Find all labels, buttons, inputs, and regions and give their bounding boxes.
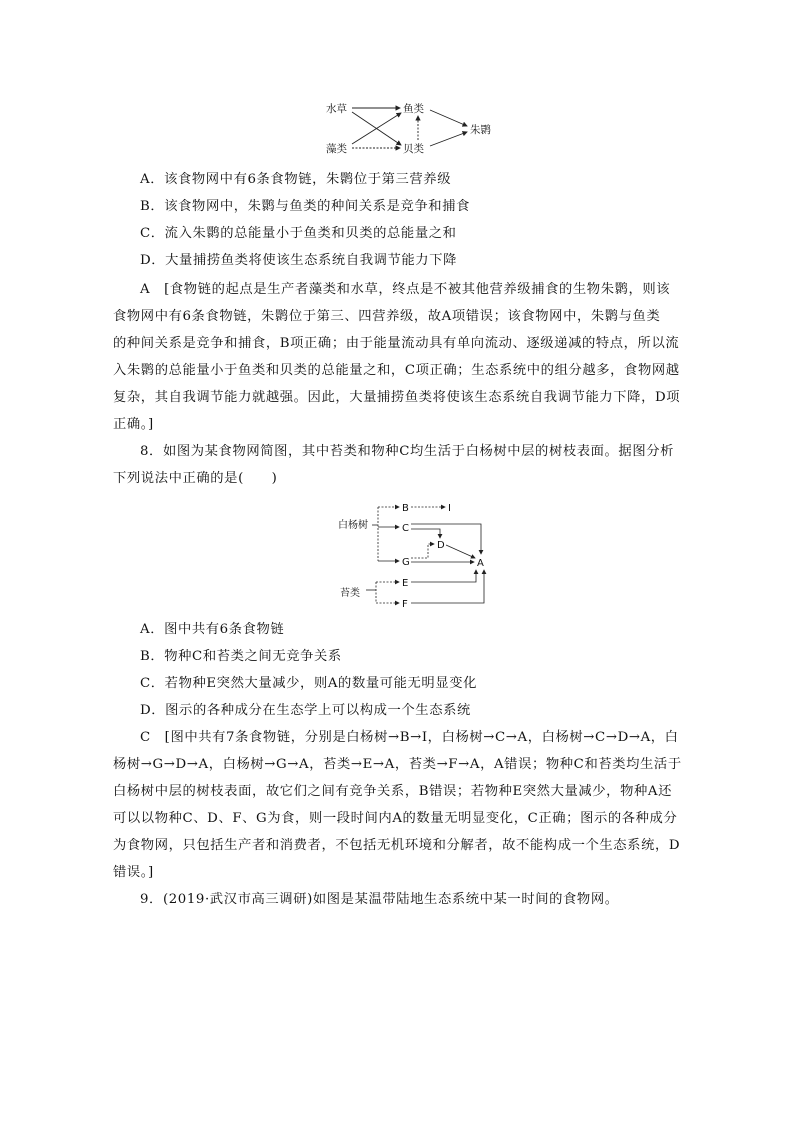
q7-answer-line: A [食物链的起点是生产者藻类和水草，终点是不被其他营养级捕食的生物朱鹮，则该 — [140, 282, 671, 297]
node-yulei: 鱼类 — [403, 103, 424, 115]
q7-option-b: B．该食物网中，朱鹮与鱼类的种间关系是竞争和捕食 — [140, 199, 470, 214]
node-zaolei: 藻类 — [326, 143, 347, 155]
arrow-G-D — [411, 544, 434, 558]
q8-answer-line: 白杨树中层的树枝表面，故它们之间有竞争关系，B错误；若物种E突然大量减少，物种A还 — [113, 784, 672, 799]
q8-answer-line: 可以以物种C、D、F、G为食，则一段时间内A的数量无明显变化，C正确；图示的各种成分 — [113, 811, 678, 826]
q7-answer-line: 入朱鹮的总能量小于鱼类和贝类的总能量之和，C项正确；生态系统中的组分越多，食物网越 — [113, 363, 680, 378]
node-shuicao: 水草 — [326, 103, 347, 115]
q8-option-d: D．图示的各种成分在生态学上可以构成一个生态系统 — [140, 703, 471, 718]
q7-option-c: C．流入朱鹮的总能量小于鱼类和贝类的总能量之和 — [140, 226, 457, 241]
q8-option-a: A．图中共有6条食物链 — [140, 622, 285, 637]
node-G: G — [402, 557, 410, 568]
node-I: I — [448, 503, 451, 514]
q8-option-b: B．物种C和苔类之间无竞争关系 — [140, 649, 342, 664]
arrow-F-A — [411, 570, 484, 603]
q8-answer-line: 为食物网，只包括生产者和消费者，不包括无机环境和分解者，故不能构成一个生态系统，D — [113, 838, 681, 853]
food-web-diagram-2 — [336, 496, 496, 612]
node-D: D — [437, 540, 445, 551]
node-zhuhuan: 朱鹮 — [470, 124, 491, 136]
food-web-diagram-1 — [322, 96, 502, 158]
node-A: A — [477, 558, 484, 569]
q7-answer-line: 食物网中有6条食物链，朱鹮位于第三、四营养级，故A项错误；该食物网中，朱鹮与鱼类 — [113, 309, 661, 324]
q7-option-a: A．该食物网中有6条食物链，朱鹮位于第三营养级 — [140, 172, 452, 187]
q8-answer-line: 杨树→G→D→A，白杨树→G→A，苔类→E→A，苔类→F→A，A错误；物种C和苔类均生活于 — [113, 757, 682, 772]
node-F: F — [402, 599, 408, 610]
q7-answer-line: 的种间关系是竞争和捕食，B项正确；由于能量流动具有单向流动、逐级递减的特点，所以流 — [113, 336, 680, 351]
node-beilei: 贝类 — [403, 143, 424, 155]
q7-answer-line: 复杂，其自我调节能力就越强。因此，大量捕捞鱼类将使该生态系统自我调节能力下降，D项 — [113, 390, 681, 405]
q9-stem: 9．(2019·武汉市高三调研)如图是某温带陆地生态系统中某一时间的食物网。 — [140, 892, 619, 907]
arrow-D-A — [446, 545, 475, 558]
q8-option-c: C．若物种E突然大量减少，则A的数量可能无明显变化 — [140, 676, 478, 691]
q8-answer-line: C [图中共有7条食物链，分别是白杨树→B→I，白杨树→C→A，白杨树→C→D→A，白 — [140, 730, 679, 745]
node-baiyangshu: 白杨树 — [338, 520, 368, 531]
arrow-C-D — [411, 529, 440, 538]
node-B: B — [402, 503, 409, 514]
node-C: C — [402, 523, 409, 534]
node-E: E — [402, 578, 409, 589]
arrow-beilei-zhuhuan — [430, 132, 467, 146]
arrow-yulei-zhuhuan — [430, 110, 467, 126]
node-tailei: 苔类 — [340, 588, 360, 599]
q8-stem: 下列说法中正确的是( ) — [113, 471, 278, 486]
arrow-E-A — [411, 570, 476, 582]
arrow-C-A — [411, 524, 481, 554]
arrow-zaolei-yulei — [352, 113, 401, 144]
q8-stem: 8．如图为某食物网简图，其中苔类和物种C均生活于白杨树中层的树枝表面。据图分析 — [140, 444, 675, 459]
q7-option-d: D．大量捕捞鱼类将使该生态系统自我调节能力下降 — [140, 253, 457, 268]
q8-answer-line: 错误。] — [113, 865, 154, 880]
q7-answer-line: 正确。] — [113, 417, 154, 432]
